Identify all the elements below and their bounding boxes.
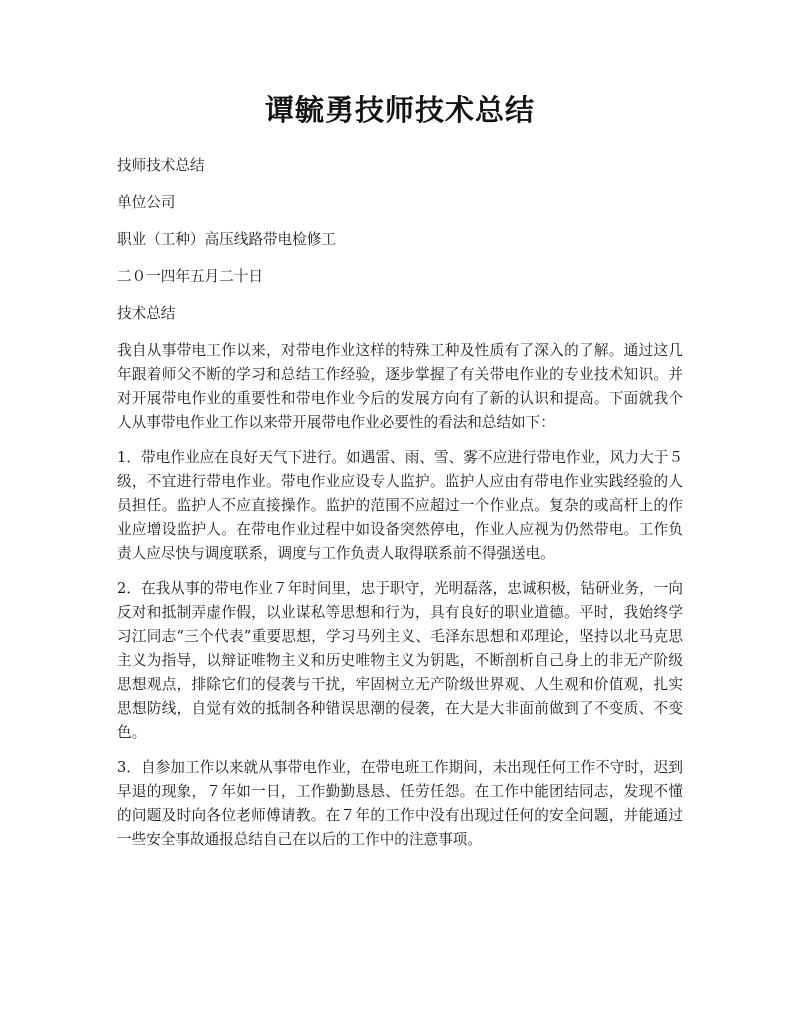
meta-line-subtitle: 技师技术总结 <box>117 157 205 174</box>
document-title: 谭毓勇技师技术总结 <box>264 93 535 127</box>
meta-line-date: 二０一四年五月二十日 <box>117 268 263 285</box>
body-paragraph-2: 2．在我从事的带电作业７年时间里，忠于职守，光明磊落，忠诚积极，钻研业务，一向反对和抵制弄虚作假，以业谋私等思想和行为，具有良好的职业道德。平时，我始终学习江同志“三个代表”重要思想，学习马列主义、毛泽东思想和邓理论，坚持以北马克思主义为指导，以辩证唯物主义和历史唯物主义为钥匙，不断剖析自己身上的非无产阶级思想观点，排除它们的侵袭与干扰，牢固树立无产阶级世界观、人生观和价值观，扎实思想防线，自觉有效的抵制各种错误思潮的侵袭，在大是大非面前做到了不变质、不变色。 <box>117 580 683 741</box>
body-paragraph-3: 3．自参加工作以来就从事带电作业，在带电班工作期间，未出现任何工作不守时，迟到早退的现象，７年如一日，工作勤勤恳恳、任劳任怨。在工作中能团结同志，发现不懂的问题及时向各位老师傅请教。在７年的工作中没有出现过任何的安全问题，并能通过一些安全事故通报总结自己在以后的工作中的注意事项。 <box>117 759 683 848</box>
body-paragraph-1: 1．带电作业应在良好天气下进行。如遇雷、雨、雪、雾不应进行带电作业，风力大于５级，不宜进行带电作业。带电作业应设专人监护。监护人应由有带电作业实践经验的人员担任。监护人不应直接操作。监护的范围不应超过一个作业点。复杂的或高杆上的作业应增设监护人。在带电作业过程中如设备突然停电，作业人应视为仍然带电。工作负责人应尽快与调度联系，调度与工作负责人取得联系前不得强送电。 <box>117 449 683 562</box>
body-paragraph-intro: 我自从事带电工作以来，对带电作业这样的特殊工种及性质有了深入的了解。通过这几年跟着师父不断的学习和总结工作经验，逐步掌握了有关带电作业的专业技术知识。并对开展带电作业的重要性和带电作业今后的发展方向有了新的认识和提高。下面就我个人从事带电作业工作以来带开展带电作业必要性的看法和总结如下： <box>117 342 683 431</box>
meta-line-unit: 单位公司 <box>117 194 176 211</box>
meta-line-occupation: 职业（工种）高压线路带电检修工 <box>117 231 336 248</box>
meta-line-section-heading: 技术总结 <box>117 305 176 322</box>
